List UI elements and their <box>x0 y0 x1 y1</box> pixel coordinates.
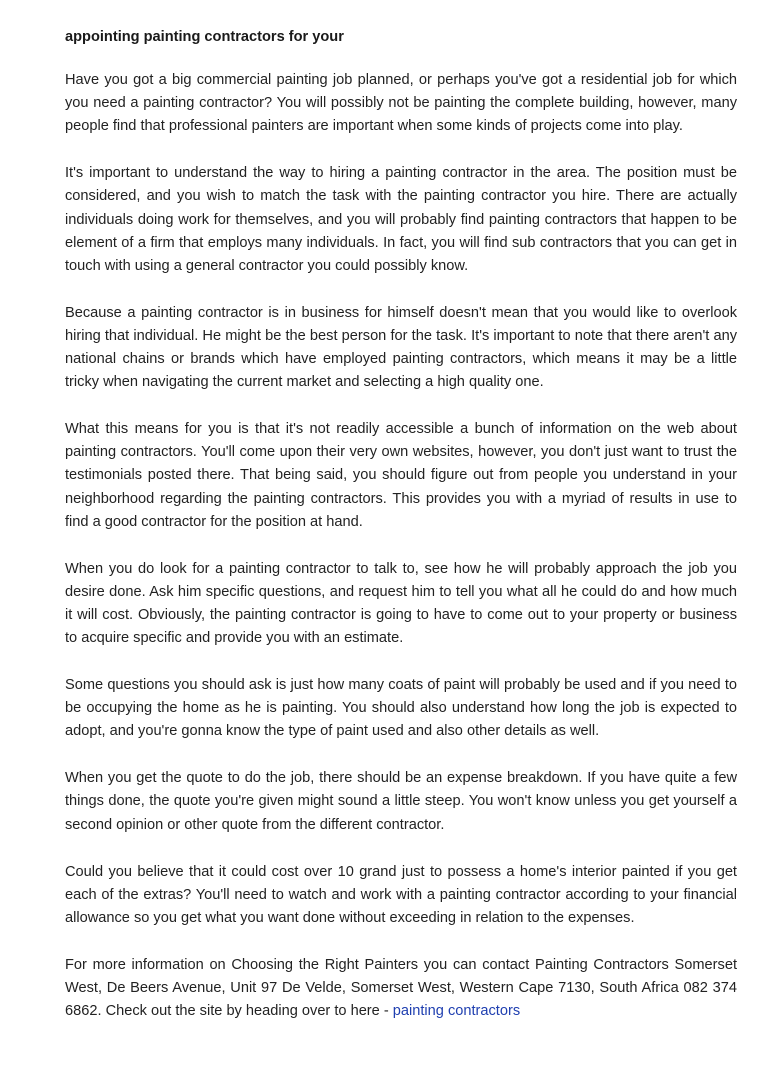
paragraph-2: It's important to understand the way to hiring a painting contractor in the area. The position must be considered, and you wish to match the task with the painting contractor you hire. There are actually individuals doing work for themselves, and you will probably find painting contractors that happen to be element of a firm that employs many individuals. In fact, you will find sub contractors that you can get in touch with using a general contractor you could possibly know. <box>65 165 737 274</box>
paragraph-3: Because a painting contractor is in business for himself doesn't mean that you would like to overlook hiring that individual. He might be the best person for the task. It's important to note that there aren't any national chains or brands which have employed painting contractors, which means it may be a little tricky when navigating the current market and selecting a high quality one. <box>65 304 737 391</box>
document-page <box>65 26 737 1023</box>
paragraph-6: Some questions you should ask is just how many coats of paint will probably be used and if you need to be occupying the home as he is painting. You should also understand how long the job is expected to adopt, and you're gonna know the type of paint used and also other details as well. <box>65 677 737 740</box>
painting-contractors-link[interactable]: painting contractors <box>392 1003 521 1020</box>
contact-paragraph <box>65 954 737 1023</box>
document-title: appointing painting contractors for your <box>65 29 344 45</box>
paragraph-8: Could you believe that it could cost over 10 grand just to possess a home's interior painted if you get each of the extras? You'll need to watch and work with a painting contractor according to your financial allowance so you get what you want done without exceeding in relation to the expenses. <box>65 863 737 926</box>
paragraph-4: What this means for you is that it's not readily accessible a bunch of information on the web about painting contractors. You'll come upon their very own websites, however, you don't just want to trust the testimonials posted there. That being said, you should figure out from people you understand in your neighborhood regarding the painting contractors. This provides you with a myriad of results in use to find a good contractor for the position at hand. <box>65 421 737 530</box>
paragraph-5: When you do look for a painting contractor to talk to, see how he will probably approach the job you desire done. Ask him specific questions, and request him to tell you what all he could do and how much it will cost. Obviously, the painting contractor is going to have to come out to your property or business to acquire specific and provide you with an estimate. <box>65 560 737 646</box>
paragraph-1: Have you got a big commercial painting job planned, or perhaps you've got a residential job for which you need a painting contractor? You will possibly not be painting the complete building, however, many people find that professional painters are important when some kinds of projects come into play. <box>65 72 737 135</box>
contact-paragraph-text: For more information on Choosing the Right Painters you can contact Painting Contractors Somerset West, De Beers Avenue, Unit 97 De Velde, Somerset West, Western Cape 7130, South Africa 082 374 6862. Check out the site by heading over to here - <box>65 956 737 1020</box>
paragraph-7: When you get the quote to do the job, there should be an expense breakdown. If you have quite a few things done, the quote you're given might sound a little steep. You won't know unless you get yourself a second opinion or other quote from the different contractor. <box>65 770 737 833</box>
